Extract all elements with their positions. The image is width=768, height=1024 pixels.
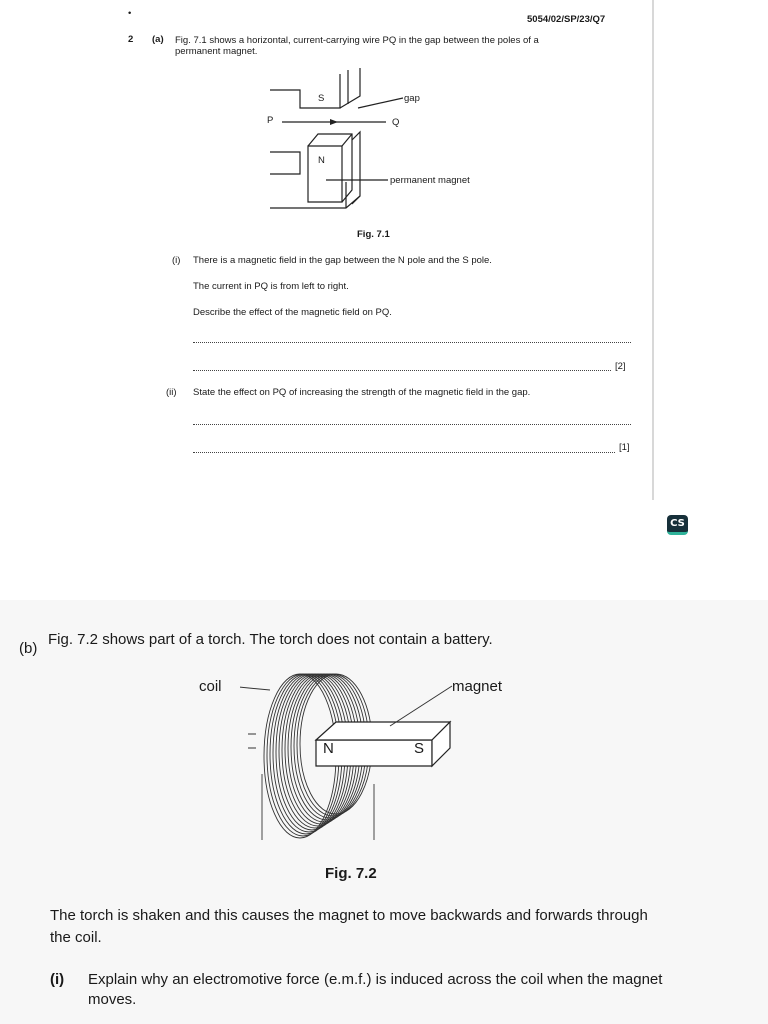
question-number: 2	[128, 34, 134, 45]
fig71-label-magnet: permanent magnet	[390, 175, 470, 186]
part-b-text: Fig. 7.2 shows part of a torch. The torch does not contain a battery.	[48, 631, 493, 648]
sub-i-label: (i)	[172, 255, 181, 266]
sub-ii-marks: [1]	[619, 442, 630, 453]
answer-line[interactable]	[193, 369, 611, 371]
part-a-text-line2: permanent magnet.	[175, 46, 258, 57]
part-b-sub-i-line1: Explain why an electromotive force (e.m.f.) is induced across the coil when the magnet	[88, 971, 663, 988]
fig71-label-q: Q	[392, 117, 400, 128]
fig-7-2-diagram	[240, 664, 460, 844]
fig72-caption: Fig. 7.2	[325, 865, 377, 882]
fig72-label-s: S	[414, 740, 425, 757]
fig71-label-gap: gap	[404, 93, 420, 104]
sub-i-marks: [2]	[615, 361, 626, 372]
part-a-label: (a)	[152, 34, 164, 45]
paper-code: 5054/02/SP/23/Q7	[527, 14, 606, 25]
page-edge-rule	[652, 0, 654, 500]
part-b-sub-i-label: (i)	[50, 971, 65, 988]
answer-line[interactable]	[193, 423, 631, 425]
page-mark: •	[128, 8, 132, 19]
fig72-label-coil: coil	[199, 678, 222, 695]
sub-i-line1: There is a magnetic field in the gap between the N pole and the S pole.	[193, 255, 492, 266]
sub-i-line2: The current in PQ is from left to right.	[193, 281, 349, 292]
fig71-label-p: P	[267, 115, 274, 126]
sub-ii-line1: State the effect on PQ of increasing the strength of the magnetic field in the gap.	[193, 387, 531, 398]
fig71-caption: Fig. 7.1	[357, 229, 390, 240]
answer-line[interactable]	[193, 341, 631, 343]
part-b-sub-i-line2: moves.	[88, 991, 137, 1008]
fig72-label-n: N	[323, 740, 334, 757]
sub-i-line3: Describe the effect of the magnetic field on PQ.	[193, 307, 392, 318]
answer-line[interactable]	[193, 451, 615, 453]
fig71-label-n: N	[318, 155, 325, 166]
sub-ii-label: (ii)	[166, 387, 177, 398]
camscanner-badge-icon: CS	[667, 515, 688, 535]
part-b-para-line1: The torch is shaken and this causes the magnet to move backwards and forwards through	[50, 907, 648, 924]
fig-7-1-diagram	[260, 62, 500, 218]
part-a-text-line1: Fig. 7.1 shows a horizontal, current-carrying wire PQ in the gap between the poles of a	[175, 35, 539, 46]
part-b-para-line2: the coil.	[50, 929, 102, 946]
fig72-label-magnet: magnet	[452, 678, 503, 695]
fig71-label-s: S	[318, 93, 325, 104]
part-b-label: (b)	[19, 640, 38, 657]
current-arrow-icon	[330, 119, 338, 125]
